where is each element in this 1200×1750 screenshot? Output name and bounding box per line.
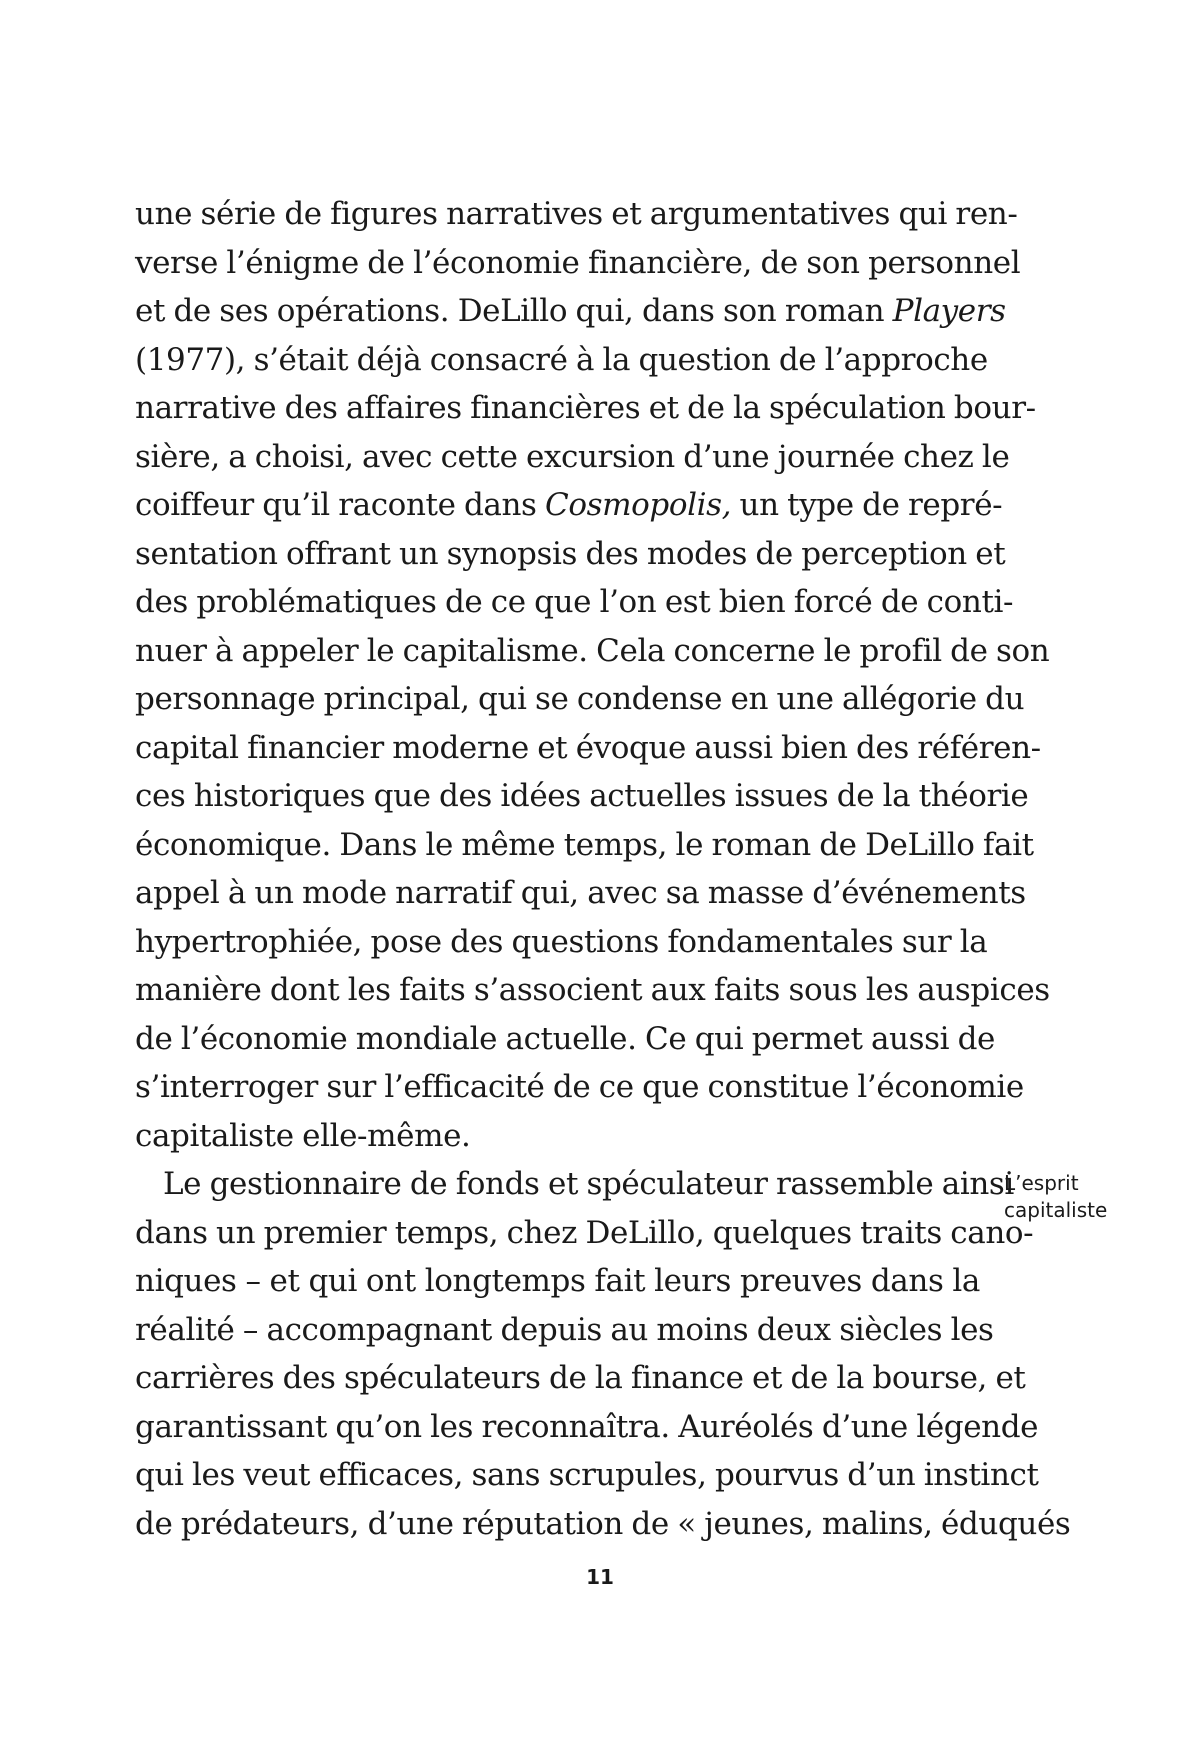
text-line: une série de figures narratives et argumentatives qui ren- [135, 196, 1018, 232]
text-line: Le gestionnaire de fonds et spéculateur rassemble ainsi [163, 1166, 1014, 1202]
margin-note-line: capitaliste [1004, 1198, 1108, 1222]
text-line: réalité – accompagnant depuis au moins deux siècles les [135, 1311, 994, 1348]
text-line: appel à un mode narratif qui, avec sa masse d’événements [135, 875, 1026, 911]
text-line: personnage principal, qui se condense en une allégorie du [135, 681, 1025, 717]
text-line: capitaliste elle-même. [135, 1117, 471, 1154]
page-number: 11 [586, 1565, 614, 1589]
text-line: nuer à appeler le capitalisme. Cela concerne le profil de son [135, 632, 1050, 669]
text-line: économique. Dans le même temps, le roman de DeLillo fait [135, 826, 1034, 863]
text-line: (1977), s’était déjà consacré à la question de l’approche [135, 341, 988, 378]
text-line: qui les veut efficaces, sans scrupules, pourvus d’un instinct [135, 1457, 1039, 1493]
text-line: narrative des affaires financières et de la spéculation bour- [135, 390, 1036, 426]
text-line: hypertrophiée, pose des questions fondamentales sur la [135, 923, 988, 960]
text-line-segment: coiffeur qu’il raconte dans [135, 487, 546, 523]
text-line: sentation offrant un synopsis des modes de perception et [135, 535, 1006, 572]
text-line: sière, a choisi, avec cette excursion d’une journée chez le [135, 438, 1010, 475]
text-line: s’interroger sur l’efficacité de ce que constitue l’économie [135, 1069, 1024, 1105]
text-line: carrières des spéculateurs de la finance et de la bourse, et [135, 1360, 1026, 1396]
text-line-segment: un type de repré- [731, 487, 1003, 523]
margin-note [1004, 1170, 1124, 1224]
text-line-segment: et de ses opérations. DeLillo qui, dans son roman [135, 293, 893, 329]
text-line: manière dont les faits s’associent aux faits sous les auspices [135, 972, 1050, 1008]
text-line [135, 481, 1003, 530]
text-line: de l’économie mondiale actuelle. Ce qui permet aussi de [135, 1020, 995, 1057]
italic-title-players: Players [892, 293, 1006, 329]
margin-note-line: L’esprit [1004, 1171, 1079, 1195]
text-line: niques – et qui ont longtemps fait leurs preuves dans la [135, 1263, 980, 1299]
text-line: garantissant qu’on les reconnaîtra. Auréolés d’une légende [135, 1408, 1039, 1445]
text-line: dans un premier temps, chez DeLillo, quelques traits cano- [135, 1214, 1034, 1251]
italic-title-cosmopolis: Cosmopolis, [545, 487, 732, 523]
text-line: verse l’énigme de l’économie financière, de son personnel [135, 244, 1021, 281]
text-line: capital financier moderne et évoque aussi bien des référen- [135, 729, 1041, 766]
text-line [135, 287, 1006, 336]
text-line: ces historiques que des idées actuelles issues de la théorie [135, 778, 1029, 814]
text-line: de prédateurs, d’une réputation de « jeunes, malins, éduqués [135, 1505, 1071, 1542]
text-line: des problématiques de ce que l’on est bien forcé de conti- [135, 584, 1014, 620]
